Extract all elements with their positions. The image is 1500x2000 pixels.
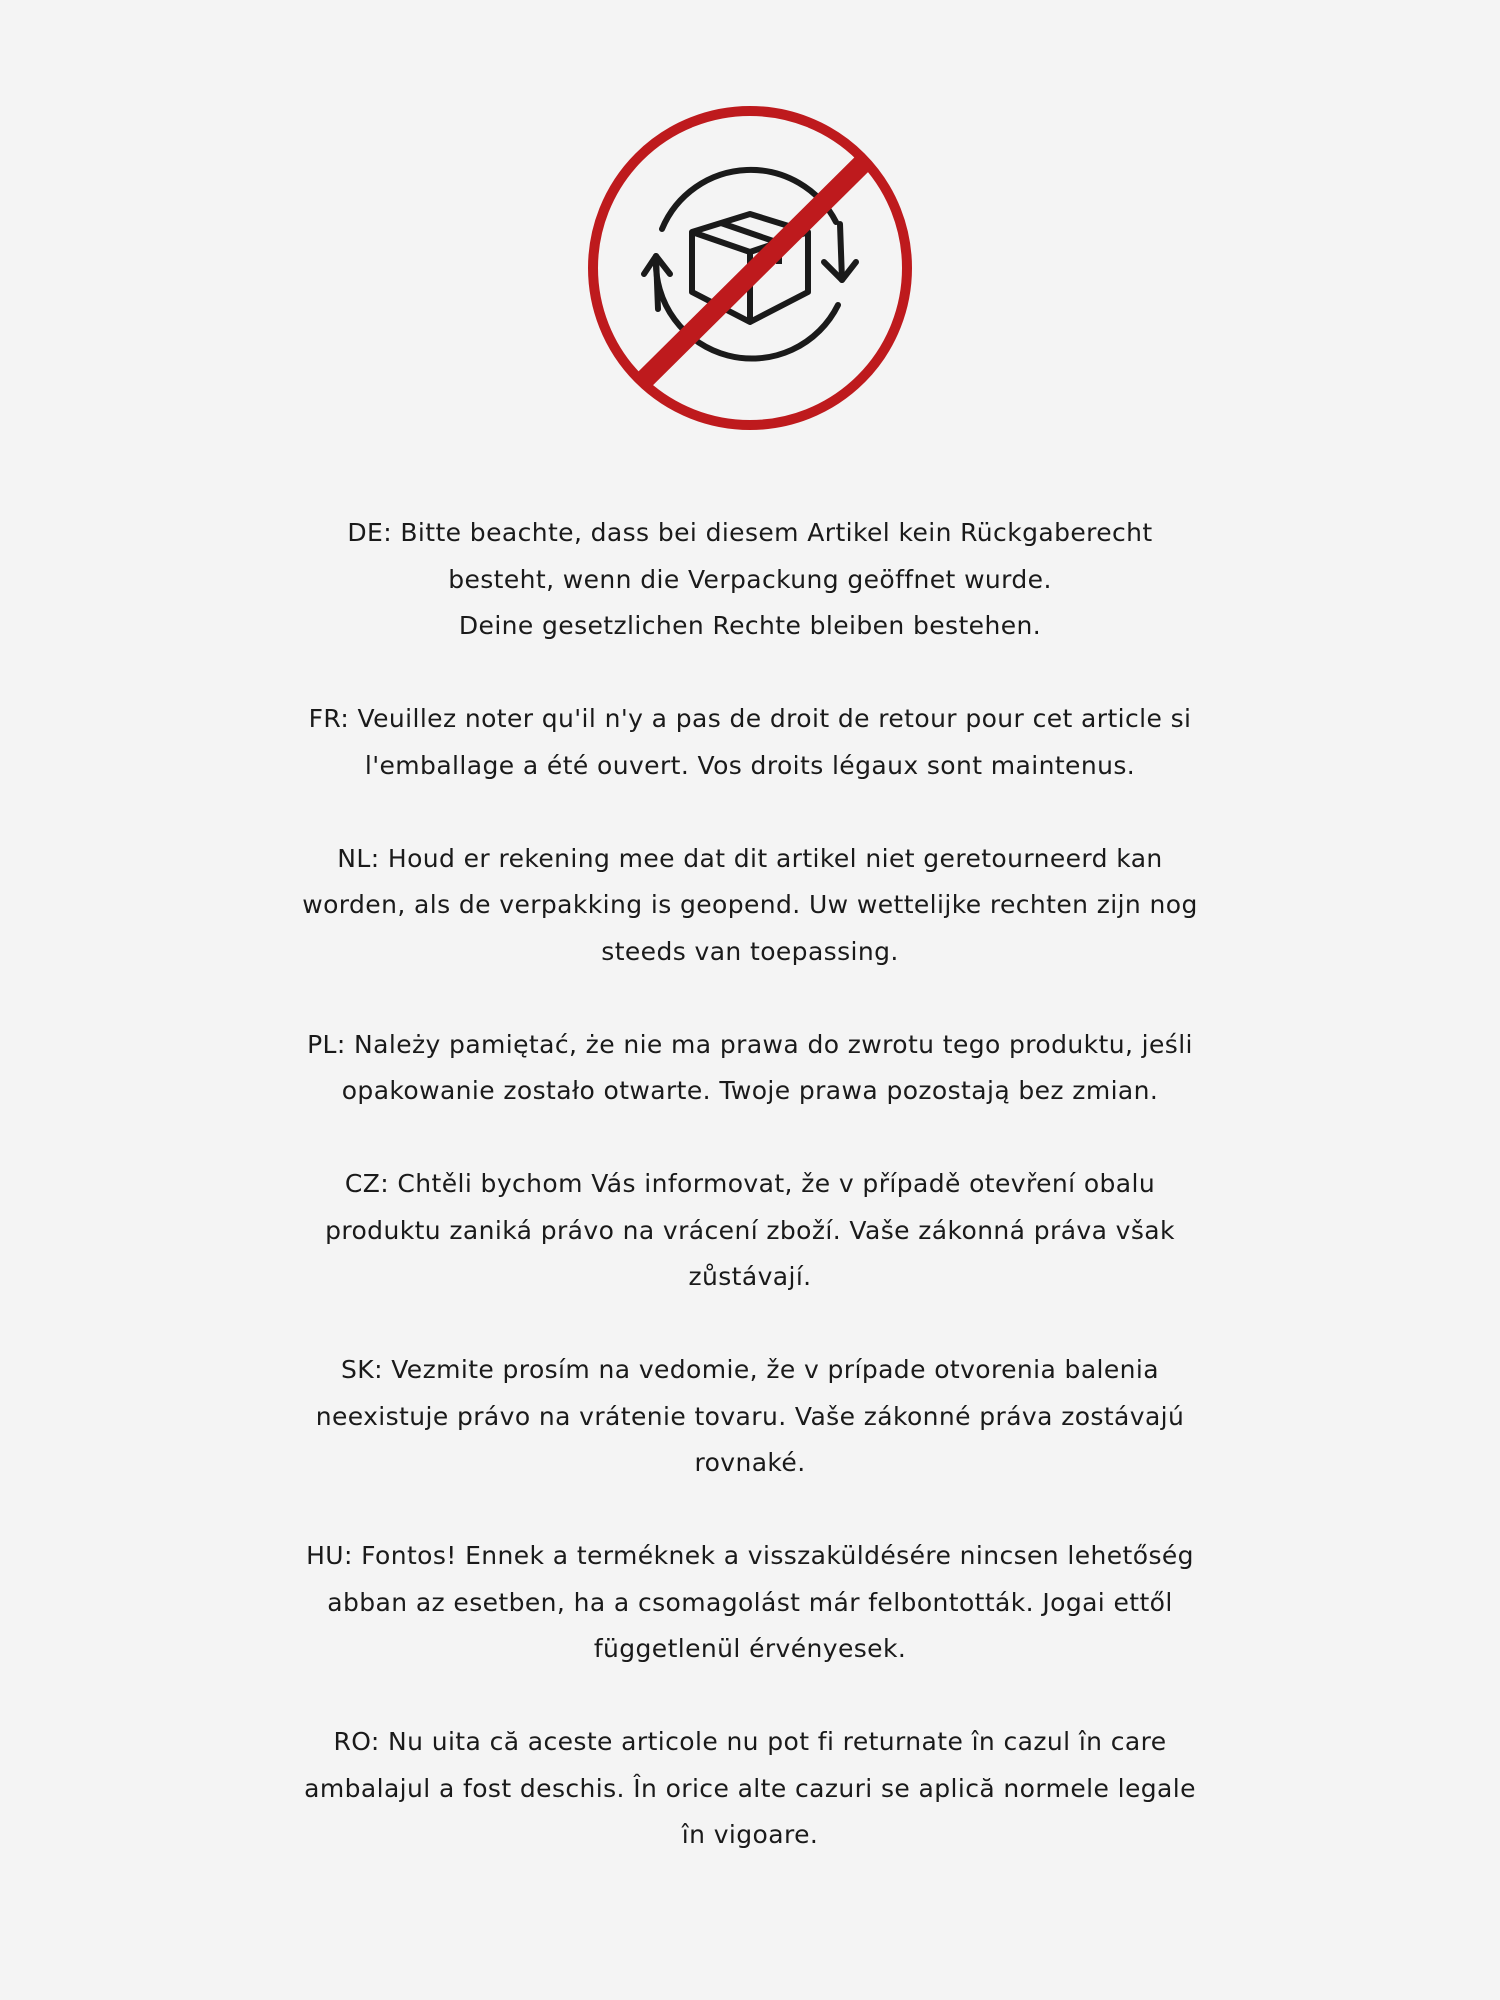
notice-line: CZ: Chtěli bychom Vás informovat, že v případě otevření obalu: [344, 1169, 1156, 1198]
notice-ro: [250, 1719, 1250, 1859]
return-policy-notices: [250, 510, 1250, 1905]
notice-line: neexistuje právo na vrátenie tovaru. Vaše zákonné práva zostávajú: [315, 1401, 1185, 1431]
notice-sk: [250, 1347, 1250, 1487]
prohibition-sign-icon: [593, 111, 907, 425]
notice-pl: [250, 1022, 1250, 1115]
notice-line: produktu zaniká právo na vrácení zboží. Vaše zákonná práva však: [325, 1215, 1175, 1245]
notice-nl: [250, 836, 1250, 976]
notice-hu: [250, 1533, 1250, 1673]
notice-line: rovnaké.: [694, 1448, 806, 1477]
notice-line: worden, als de verpakking is geopend. Uw wettelijke rechten zijn nog: [302, 890, 1198, 919]
notice-cz: [250, 1161, 1250, 1301]
notice-line: ambalajul a fost deschis. În orice alte cazuri se aplică normele legale: [304, 1773, 1196, 1803]
notice-de: [250, 510, 1250, 650]
notice-line: steeds van toepassing.: [601, 936, 899, 966]
notice-line: în vigoare.: [681, 1820, 819, 1849]
notice-line: FR: Veuillez noter qu'il n'y a pas de droit de retour pour cet article si: [308, 704, 1192, 733]
notice-line: abban az esetben, ha a csomagolást már felbontották. Jogai ettől: [327, 1587, 1173, 1617]
notice-line: függetlenül érvényesek.: [593, 1634, 907, 1663]
notice-fr: [250, 696, 1250, 789]
notice-line: PL: Należy pamiętać, że nie ma prawa do zwrotu tego produktu, jeśli: [307, 1029, 1193, 1059]
notice-line: RO: Nu uita că aceste articole nu pot fi returnate în cazul în care: [333, 1727, 1167, 1756]
no-return-package-icon: [586, 104, 914, 432]
notice-line: l'emballage a été ouvert. Vos droits légaux sont maintenus.: [364, 750, 1136, 780]
notice-line: Deine gesetzlichen Rechte bleiben bestehen.: [458, 611, 1042, 640]
notice-line: opakowanie zostało otwarte. Twoje prawa pozostają bez zmian.: [341, 1076, 1159, 1105]
notice-line: NL: Houd er rekening mee dat dit artikel niet geretourneerd kan: [337, 843, 1163, 873]
notice-line: zůstávají.: [688, 1262, 812, 1291]
notice-line: DE: Bitte beachte, dass bei diesem Artikel kein Rückgaberecht: [347, 518, 1153, 547]
notice-line: SK: Vezmite prosím na vedomie, že v prípade otvorenia balenia: [341, 1355, 1159, 1384]
notice-line: HU: Fontos! Ennek a terméknek a visszaküldésére nincsen lehetőség: [306, 1541, 1194, 1570]
notice-line: besteht, wenn die Verpackung geöffnet wurde.: [448, 564, 1052, 594]
